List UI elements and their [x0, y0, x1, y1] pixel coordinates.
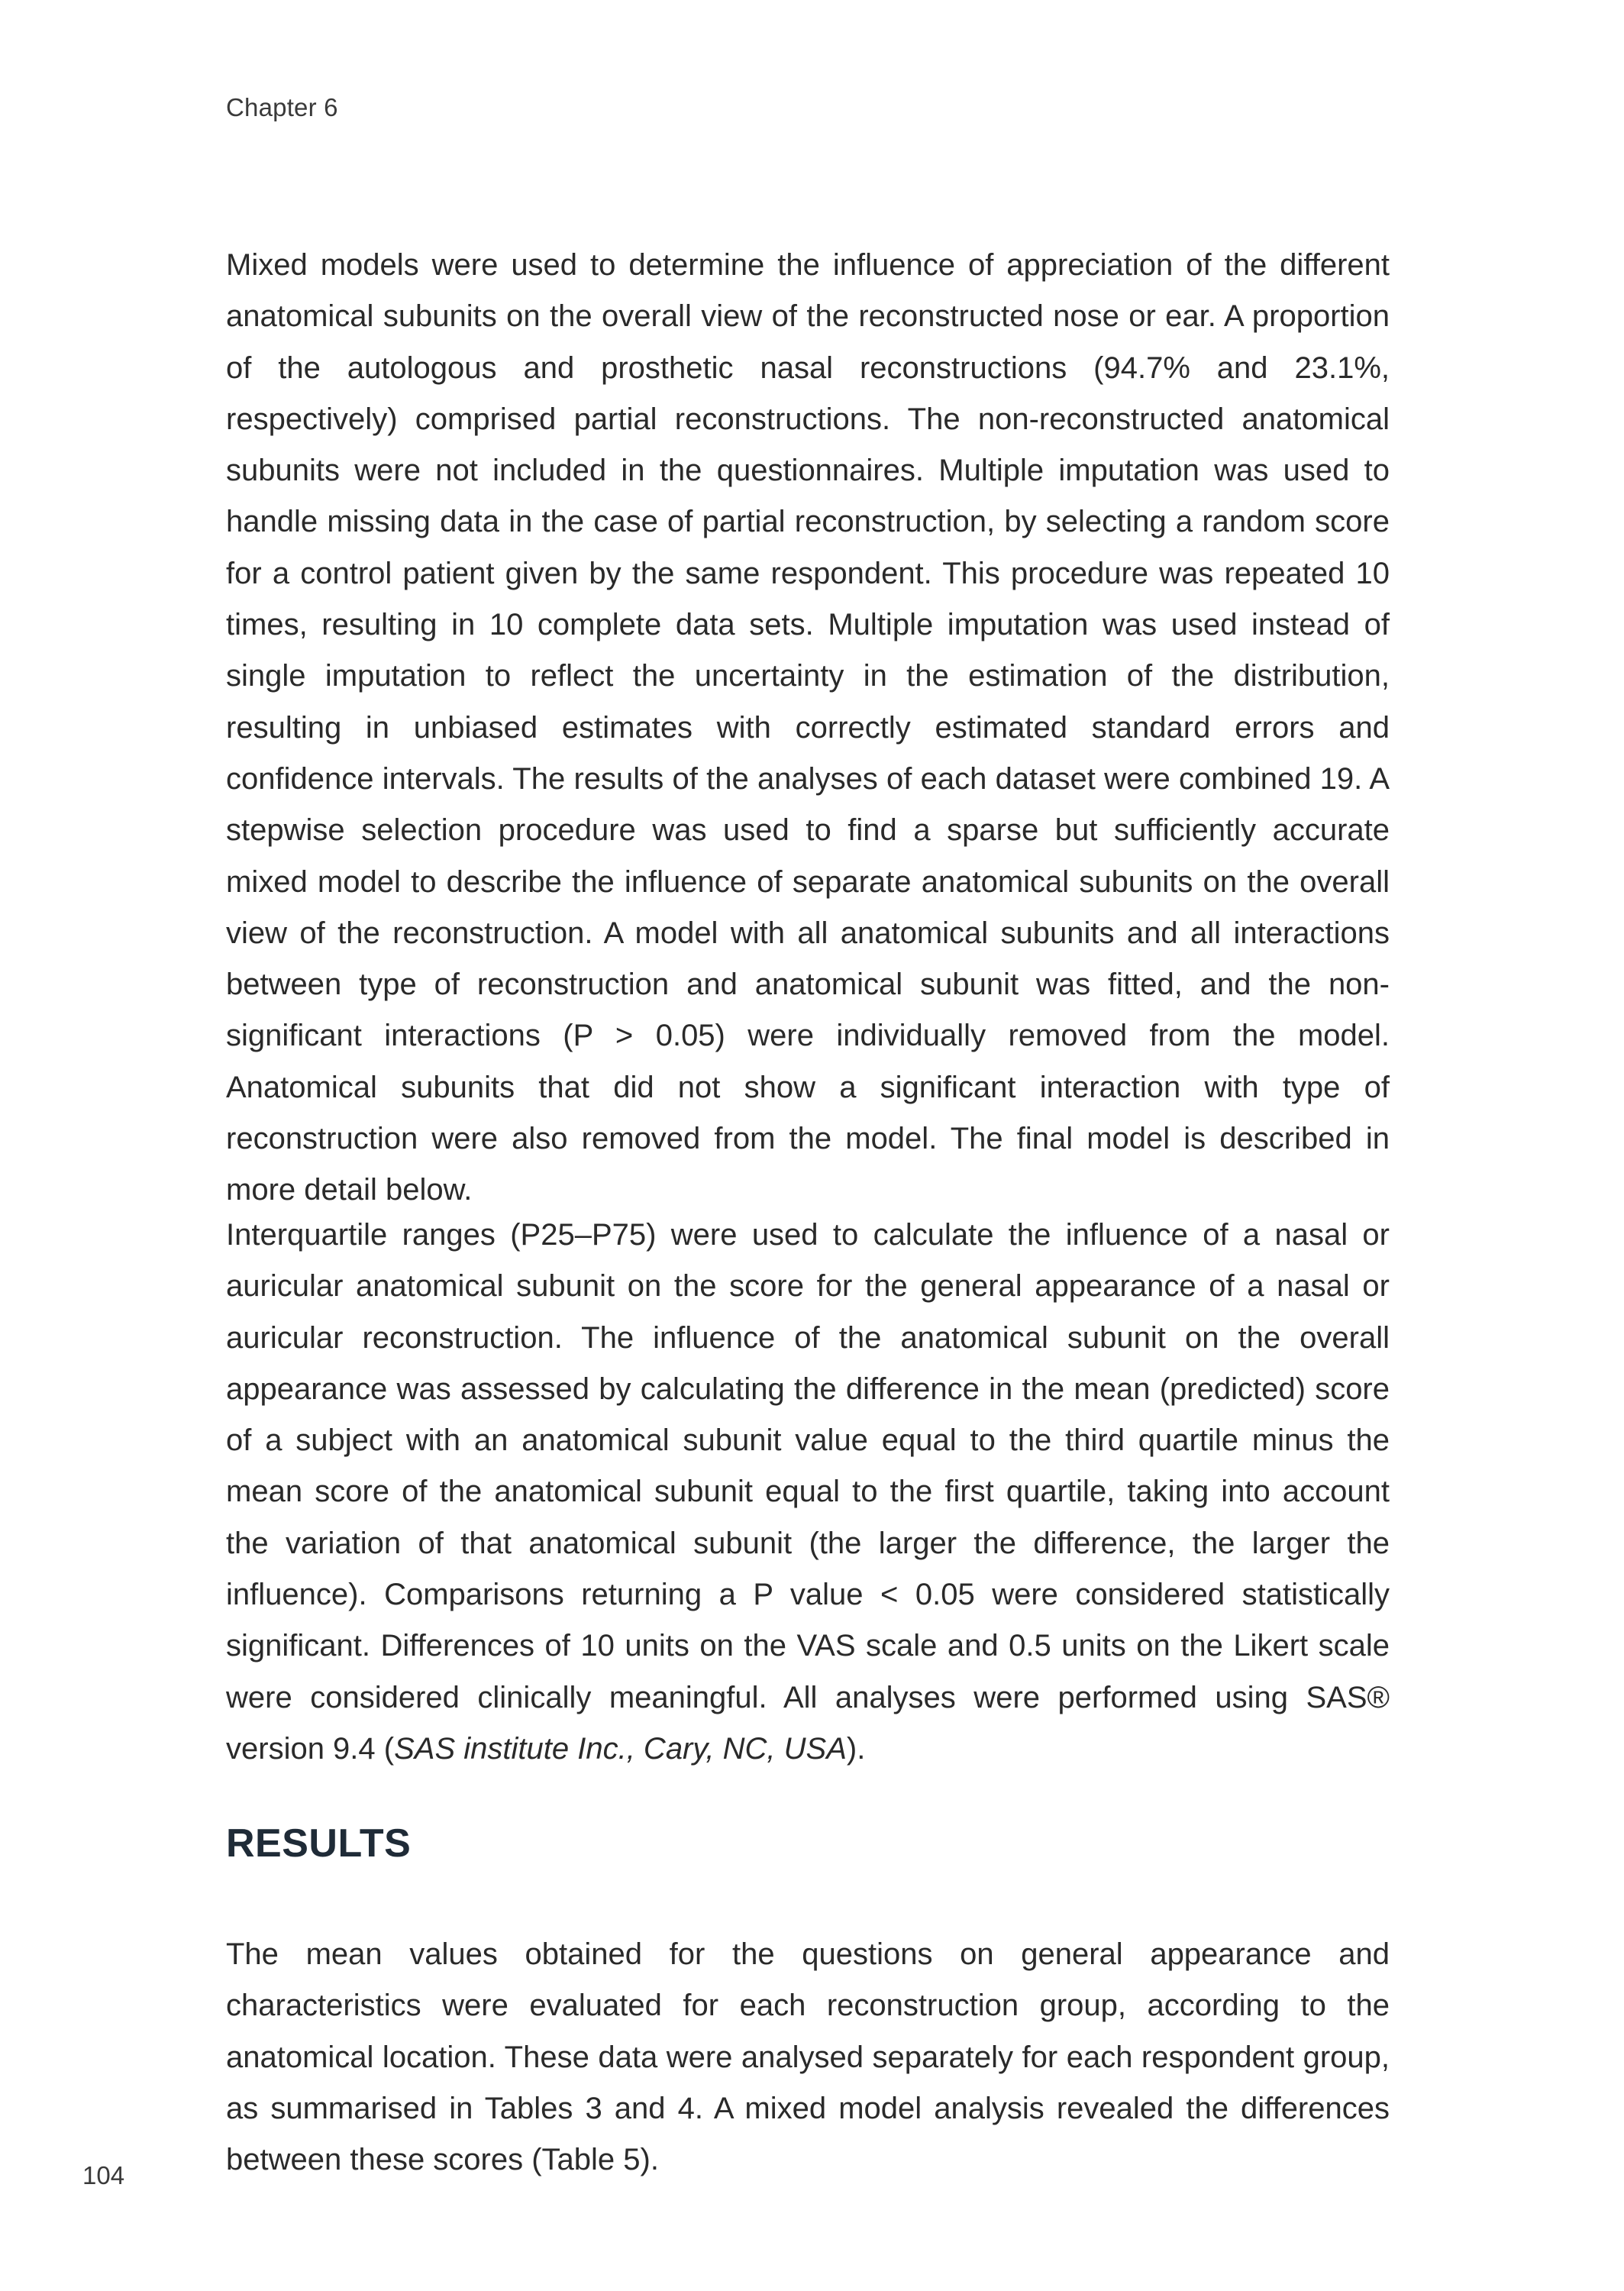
paragraph-text: Interquartile ranges (P25–P75) were used to calculate the influence of a nasal or auricular anatomical subunit on the score for the general appearance of a nasal or auricular reconstruction. The influence of the anatomical subunit on the overall appearance was assessed by calculating the difference in the mean (predicted) score of a subject with an anatomical subunit value equal to the third quartile minus the mean score of the anatomical subunit equal to the first quartile, taking into account the variation of that anatomical subunit (the larger the difference, the larger the influence). Comparisons returning a P value < 0.05 were considered statistically significant. Differences of 10 units on the VAS scale and 0.5 units on the Likert scale were considered clinically meaningful. All analyses were performed using SAS® version 9.4 ( [226, 1218, 1390, 1766]
paragraph-text-end: ). [846, 1731, 866, 1766]
paragraph-mixed-models: Mixed models were used to determine the influence of appreciation of the different anatomical subunits on the overall view of the reconstructed nose or ear. A proportion of the autologous and prosthetic nasal reconstructions (94.7% and 23.1%, respectively) comprised partial reconstructions. The non-reconstructed anatomical subunits were not included in the questionnaires. Multiple imputation was used to handle missing data in the case of partial reconstruction, by selecting a random score for a control patient given by the same respondent. This procedure was repeated 10 times, resulting in 10 complete data sets. Multiple imputation was used instead of single imputation to reflect the uncertainty in the estimation of the distribution, resulting in unbiased estimates with correctly estimated standard errors and confidence intervals. The results of the analyses of each dataset were combined 19. A stepwise selection procedure was used to find a sparse but sufficiently accurate mixed model to describe the influence of separate anatomical subunits on the overall view of the reconstruction. A model with all anatomical subunits and all interactions between type of reconstruction and anatomical subunit was fitted, and the non-significant interactions (P > 0.05) were individually removed from the model. Anatomical subunits that did not show a significant interaction with type of reconstruction were also removed from the model. The final model is described in more detail below. [226, 248, 1390, 1207]
paragraph-results-summary: The mean values obtained for the questions on general appearance and characteristics were evaluated for each reconstruction group, according to the anatomical location. These data were analysed separately for each respondent group, as summarised in Tables 3 and 4. A mixed model analysis revealed the differences between these scores (Table 5). [226, 1937, 1390, 2177]
software-vendor-italic: SAS institute Inc., Cary, NC, USA [394, 1731, 847, 1766]
section-heading-results: RESULTS [226, 1821, 412, 1866]
running-header: Chapter 6 [226, 93, 338, 121]
page-number: 104 [82, 2161, 125, 2189]
paragraph-interquartile-ranges [226, 1210, 1390, 1775]
